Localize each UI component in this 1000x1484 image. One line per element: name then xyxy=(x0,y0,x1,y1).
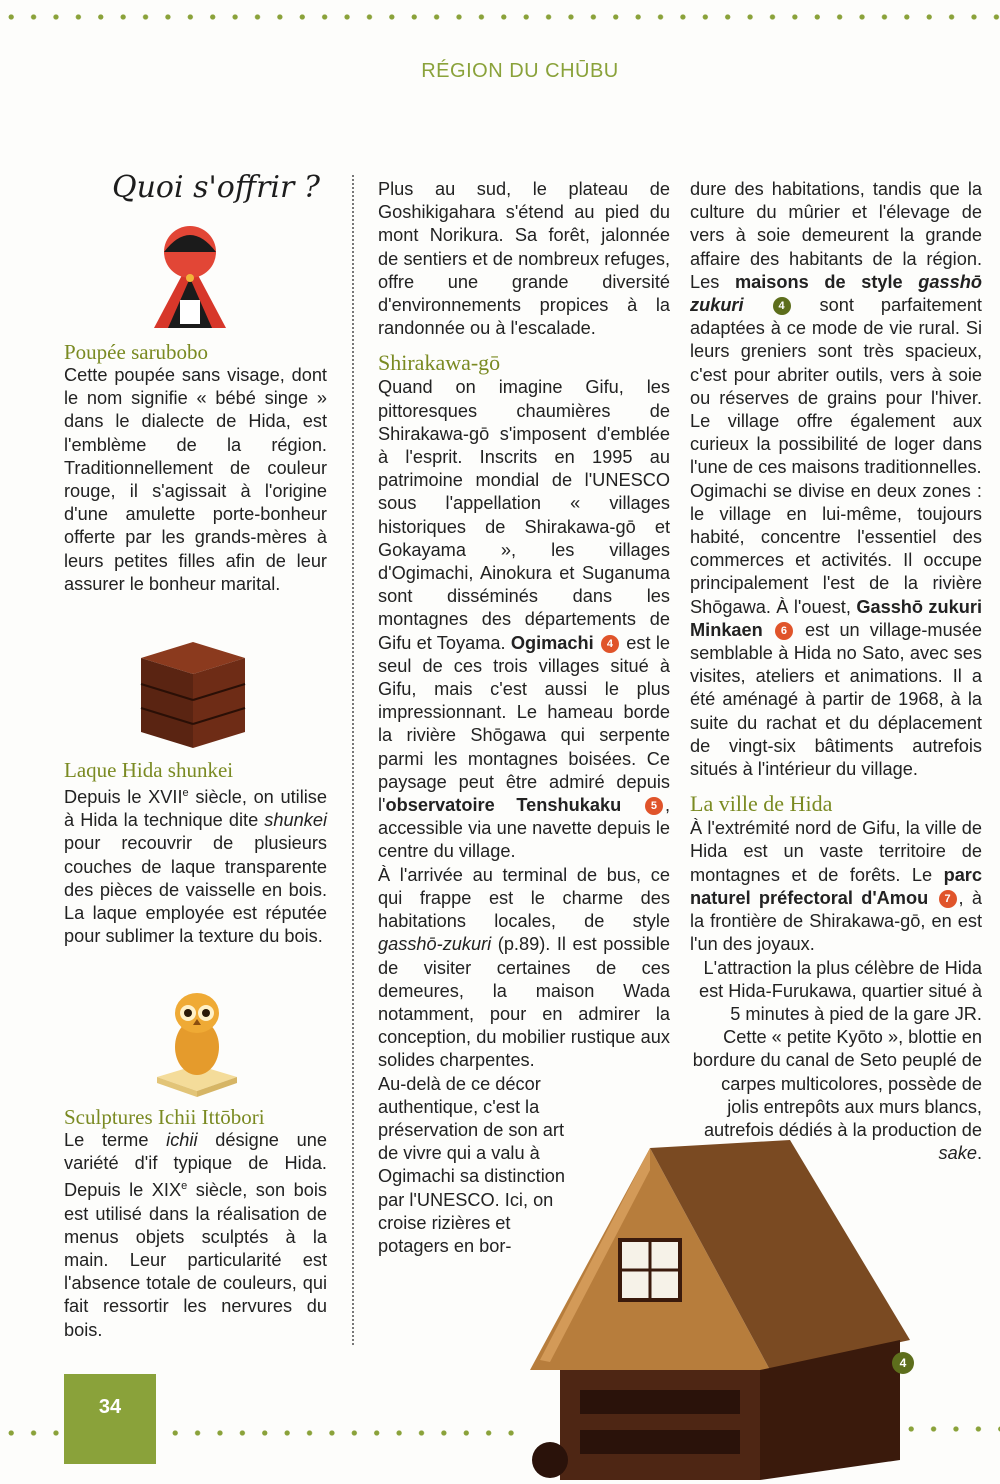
paragraph: Ogimachi se divise en deux zones : le village en lui-même, toujours habité, concentre l'essentiel des commerces et activités. Il occupe principalement l'est de la rivière Shōgawa. À l'ouest, Gasshō zukuri Minkaen 6 est un village-musée semblable à Hida no Sato, avec ses visites, ateliers et animations. Il a été aménagé à partir de 1968, à la suite du rachat et du déplacement de vingt-six bâtiments autrefois situés à l'intérieur du village. xyxy=(690,480,983,780)
map-marker-icon: 4 xyxy=(601,635,619,653)
bottom-dots xyxy=(0,1430,64,1436)
top-dots xyxy=(0,14,1000,20)
paragraph: dure des habitations, tandis que la culture du mûrier et l'élevage de vers à soie demeurent la grande affaire des habitants de la région. Les maisons de style gasshō zukuri 4 sont parfaitement adaptées à ce mode de vie rural. Si leurs greniers sont très spacieux, c'est pour abriter outils, vers à soie ou réserves de grains pour l'hiver. Le village offre également aux curieux la possibilité de loger dans l'une de ces maisons traditionnelles. xyxy=(690,179,982,478)
column-2 xyxy=(378,178,670,1258)
page-number: 34 xyxy=(64,1374,156,1464)
sidebar-item-3 xyxy=(64,1105,327,1342)
bottom-dots xyxy=(164,1430,524,1436)
map-marker-icon: 7 xyxy=(939,890,957,908)
item-body: Le terme ichii désigne une variété d'if typique de Hida. Depuis le XIXe siècle, son bois est utilisé dans la réalisation de menus objets sculptés à la main. Leur particularité est l'absence totale de couleurs, qui fait ressortir les nervures du bois. xyxy=(64,1130,327,1340)
paragraph: L'attraction la plus célèbre de Hida est Hida-Furukawa, quartier situé à 5 minutes à pied de la gare JR. Cette « petite Kyōto », blottie en bordure du canal de Seto peuplé de carpes multicolores, possède de jolis entrepôts aux murs blancs, autrefois dédiés à la production de sake. xyxy=(692,957,982,1164)
item-body: Depuis le XVIIe siècle, on utilise à Hida la technique dite shunkei pour recouvrir de plusieurs couches de laque transparente des pièces de vaisselle en bois. La laque employée est réputée pour sublimer la texture du bois. xyxy=(64,787,327,947)
owl-carving-image xyxy=(155,985,239,1097)
column-3 xyxy=(690,178,982,1165)
paragraph: À l'arrivée au terminal de bus, ce qui frappe est le charme des habitations locales, de style gasshō-zukuri (p.89). Il est possible de visiter certaines de ces demeures, la maison Wada notamment, pour en admirer la conception, du mobilier rustique aux solides charpentes. xyxy=(378,864,670,1071)
region-header: RÉGION DU CHŪBU xyxy=(421,60,619,82)
sarubobo-doll-image xyxy=(150,220,230,330)
section-heading-shirakawa: Shirakawa-gō xyxy=(378,350,501,376)
sidebar-title: Quoi s'offrir ? xyxy=(112,170,320,205)
paragraph: Quand on imagine Gifu, les pittoresques chaumières de Shirakawa-gō s'imposent d'emblée à l'esprit. Inscrits en 1995 au patrimoine mondial de l'UNESCO sous l'appellation « villages historiques de Shirakawa-gō et Gokayama », les villages d'Ogimachi, Ainokura et Suganuma sont disséminés dans les montagnes des départements de Gifu et Toyama. Ogimachi 4 est le seul de ces trois villages situé à Gifu, mais c'est aussi le plus impressionnant. Le hameau borde la rivière Shōgawa qui serpente parmi les montagnes boisées. Ce paysage peut être admiré depuis l'observatoire Tenshukaku 5 , accessible via une navette depuis le centre du village. xyxy=(378,377,670,862)
item-title: Laque Hida shunkei xyxy=(64,758,234,782)
item-title: Poupée sarubobo xyxy=(64,340,209,364)
intro-paragraph: Plus au sud, le plateau de Goshikigahara s'étend au pied du mont Norikura. Sa forêt, jalonnée de sentiers et de nombreux refuges, offre une grande diversité d'environnements propices à la randonnée ou à l'escalade. xyxy=(378,179,670,339)
sidebar-item-2 xyxy=(64,758,327,948)
column-divider xyxy=(352,175,354,1345)
section-heading-hida: La ville de Hida xyxy=(690,791,833,817)
item-title: Sculptures Ichii Ittōbori xyxy=(64,1105,265,1129)
paragraph: À l'extrémité nord de Gifu, la ville de Hida est un vaste territoire de montagnes et de forêts. Le parc naturel préfectoral d'Amou 7 , à la frontière de Shirakawa-gō, en est l'un des joyaux. xyxy=(690,818,982,955)
map-marker-icon: 6 xyxy=(775,622,793,640)
bottom-dots xyxy=(900,1426,1000,1432)
paragraph: Au-delà de ce décor authentique, c'est la préservation de son art de vivre qui a valu à Ogimachi sa distinction par l'UNESCO. Ici, on croise rizières et potagers en bor- xyxy=(378,1073,566,1256)
figure-marker-icon: 4 xyxy=(892,1352,914,1374)
item-body: Cette poupée sans visage, dont le nom signifie « bébé singe » dans le dialecte de Hida, est l'emblème de la région. Traditionnellement de couleur rouge, il s'agissait à l'origine d'une amulette porte-bonheur offerte par les grands-mères à leurs petites filles afin de leur assurer le bonheur marital. xyxy=(64,365,327,594)
map-marker-icon: 4 xyxy=(773,297,791,315)
map-marker-icon: 5 xyxy=(645,797,663,815)
gassho-house-image xyxy=(520,1140,920,1484)
lacquer-box-image xyxy=(135,640,251,750)
sidebar-column xyxy=(64,340,327,596)
